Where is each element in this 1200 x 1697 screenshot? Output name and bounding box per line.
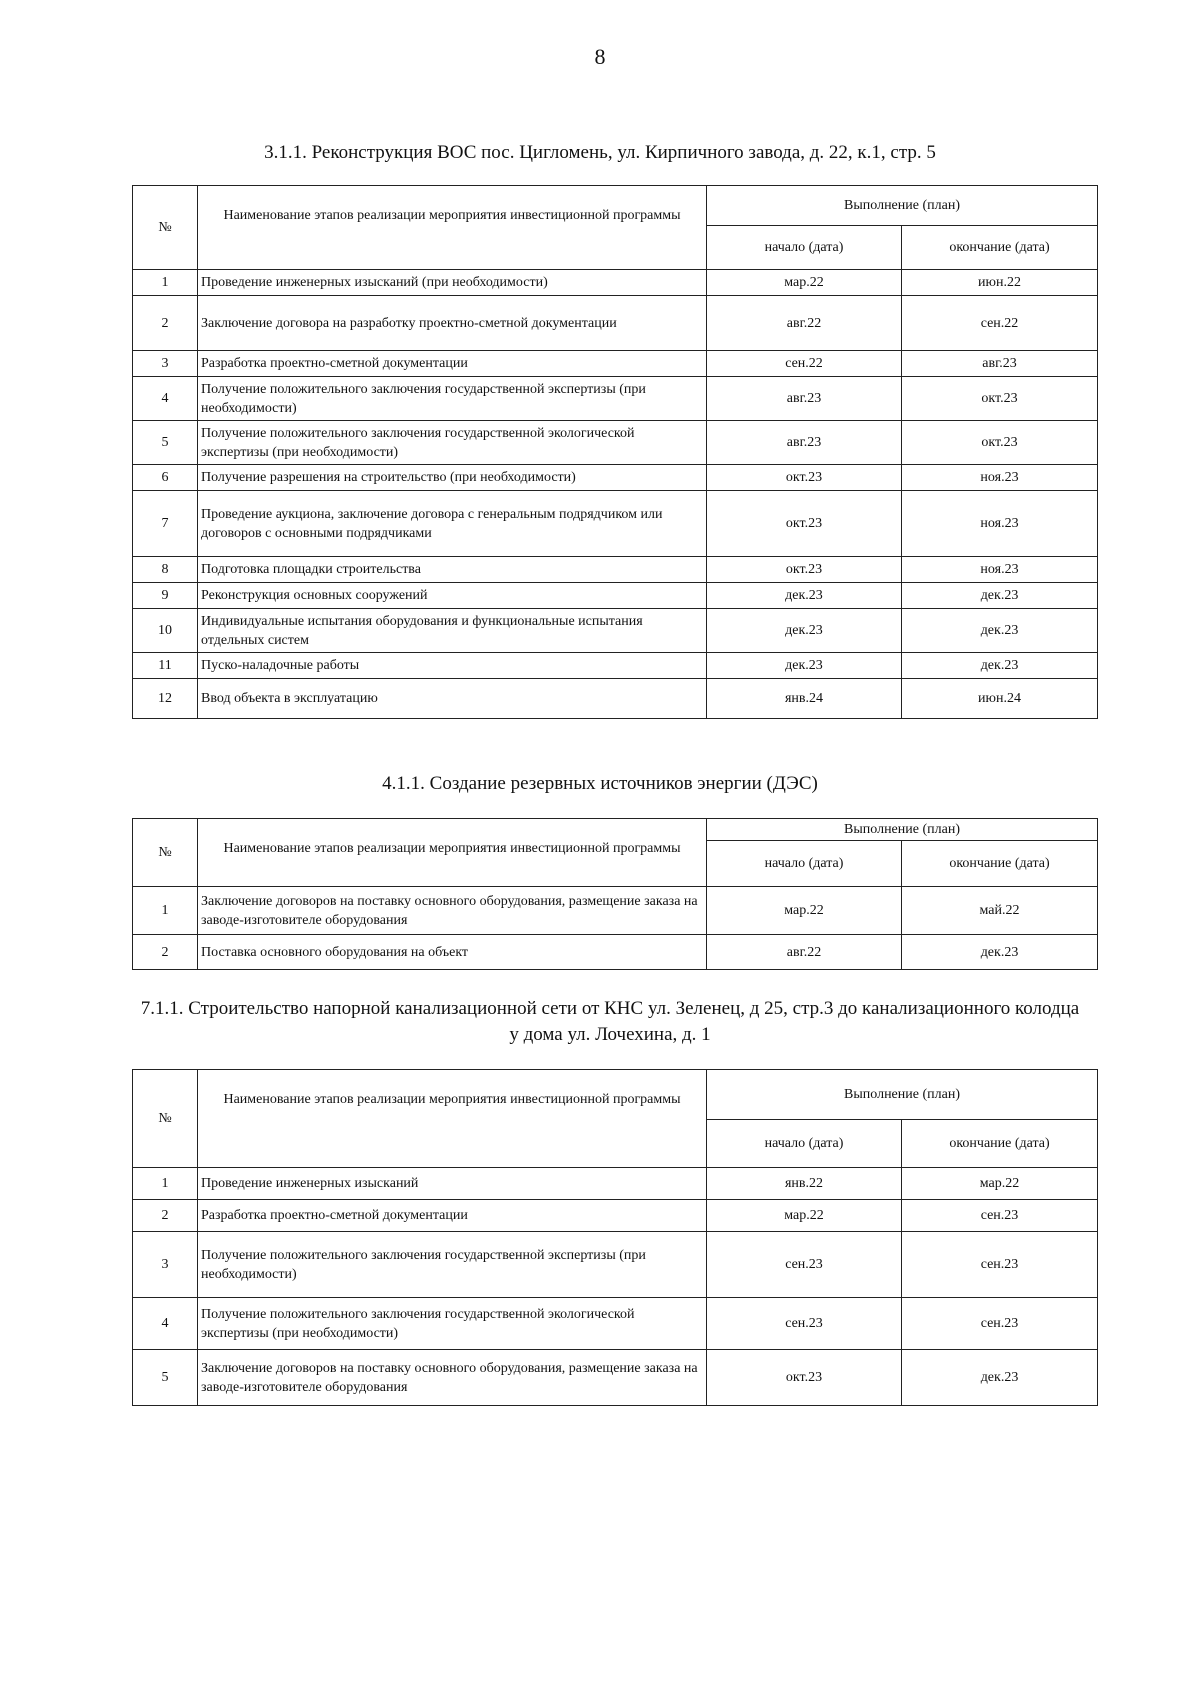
- row-number: 7: [133, 491, 198, 557]
- header-execution: Выполнение (план): [707, 1070, 1098, 1120]
- start-date: сен.23: [707, 1232, 902, 1298]
- row-number: 9: [133, 583, 198, 609]
- stage-name: Пуско-наладочные работы: [198, 653, 707, 679]
- start-date: сен.23: [707, 1298, 902, 1350]
- start-date: дек.23: [707, 583, 902, 609]
- start-date: янв.22: [707, 1168, 902, 1200]
- start-date: мар.22: [707, 1200, 902, 1232]
- start-date: мар.22: [707, 887, 902, 935]
- start-date: авг.22: [707, 296, 902, 351]
- row-number: 2: [133, 296, 198, 351]
- stage-name: Заключение договоров на поставку основного оборудования, размещение заказа на заводе-изготовителе оборудования: [198, 887, 707, 935]
- header-end: окончание (дата): [902, 1120, 1098, 1168]
- table-row: [133, 1232, 1098, 1298]
- table-row: [133, 1298, 1098, 1350]
- start-date: окт.23: [707, 1350, 902, 1406]
- row-number: 1: [133, 887, 198, 935]
- table-row: [133, 935, 1098, 970]
- stage-name: Проведение инженерных изысканий: [198, 1168, 707, 1200]
- table-row: [133, 296, 1098, 351]
- table-row: [133, 377, 1098, 421]
- end-date: сен.23: [902, 1232, 1098, 1298]
- end-date: ноя.23: [902, 465, 1098, 491]
- start-date: окт.23: [707, 465, 902, 491]
- table-row: [133, 557, 1098, 583]
- start-date: сен.22: [707, 351, 902, 377]
- end-date: июн.24: [902, 679, 1098, 719]
- header-start: начало (дата): [707, 226, 902, 270]
- end-date: дек.23: [902, 1350, 1098, 1406]
- end-date: май.22: [902, 887, 1098, 935]
- end-date: окт.23: [902, 377, 1098, 421]
- schedule-table: [132, 1069, 1098, 1406]
- table-header-row: [133, 186, 1098, 226]
- start-date: янв.24: [707, 679, 902, 719]
- section-title: 7.1.1. Строительство напорной канализационной сети от КНС ул. Зеленец, д 25, стр.3 до канализационного колодца у дома ул. Лочехина, д. 1: [140, 998, 1080, 1045]
- row-number: 10: [133, 609, 198, 653]
- stage-name: Реконструкция основных сооружений: [198, 583, 707, 609]
- table-header-row: [133, 1070, 1098, 1120]
- table-row: [133, 1350, 1098, 1406]
- end-date: июн.22: [902, 270, 1098, 296]
- row-number: 6: [133, 465, 198, 491]
- stage-name: Получение положительного заключения государственной экспертизы (при необходимости): [198, 377, 707, 421]
- page-number: 8: [594, 44, 606, 69]
- end-date: сен.22: [902, 296, 1098, 351]
- row-number: 5: [133, 1350, 198, 1406]
- end-date: сен.23: [902, 1298, 1098, 1350]
- header-end: окончание (дата): [902, 841, 1098, 887]
- table-header-row: [133, 819, 1098, 841]
- table-row: [133, 583, 1098, 609]
- table-row: [133, 609, 1098, 653]
- stage-name: Разработка проектно-сметной документации: [198, 1200, 707, 1232]
- header-name: Наименование этапов реализации мероприятия инвестиционной программы: [198, 1070, 707, 1168]
- table-row: [133, 465, 1098, 491]
- table-row: [133, 1168, 1098, 1200]
- header-num: №: [133, 819, 198, 887]
- start-date: мар.22: [707, 270, 902, 296]
- start-date: авг.22: [707, 935, 902, 970]
- stage-name: Проведение инженерных изысканий (при необходимости): [198, 270, 707, 296]
- stage-name: Проведение аукциона, заключение договора с генеральным подрядчиком или договоров с основными подрядчиками: [198, 491, 707, 557]
- stage-name: Поставка основного оборудования на объект: [198, 935, 707, 970]
- stage-name: Подготовка площадки строительства: [198, 557, 707, 583]
- stage-name: Заключение договора на разработку проектно-сметной документации: [198, 296, 707, 351]
- row-number: 3: [133, 1232, 198, 1298]
- start-date: окт.23: [707, 557, 902, 583]
- start-date: авг.23: [707, 421, 902, 465]
- stage-name: Получение положительного заключения государственной экологической экспертизы (при необходимости): [198, 421, 707, 465]
- row-number: 8: [133, 557, 198, 583]
- end-date: дек.23: [902, 583, 1098, 609]
- row-number: 3: [133, 351, 198, 377]
- schedule-table: [132, 818, 1098, 970]
- stage-name: Получение положительного заключения государственной экспертизы (при необходимости): [198, 1232, 707, 1298]
- table-row: [133, 679, 1098, 719]
- start-date: окт.23: [707, 491, 902, 557]
- section-title: 4.1.1. Создание резервных источников энергии (ДЭС): [382, 773, 818, 794]
- table-row: [133, 421, 1098, 465]
- row-number: 1: [133, 270, 198, 296]
- header-name: Наименование этапов реализации мероприятия инвестиционной программы: [198, 819, 707, 887]
- table-row: [133, 1200, 1098, 1232]
- row-number: 2: [133, 1200, 198, 1232]
- table-row: [133, 491, 1098, 557]
- end-date: окт.23: [902, 421, 1098, 465]
- start-date: дек.23: [707, 609, 902, 653]
- row-number: 5: [133, 421, 198, 465]
- stage-name: Заключение договоров на поставку основного оборудования, размещение заказа на заводе-изготовителе оборудования: [198, 1350, 707, 1406]
- end-date: дек.23: [902, 935, 1098, 970]
- end-date: дек.23: [902, 609, 1098, 653]
- row-number: 12: [133, 679, 198, 719]
- header-start: начало (дата): [707, 841, 902, 887]
- schedule-table: [132, 185, 1098, 719]
- row-number: 4: [133, 1298, 198, 1350]
- stage-name: Получение положительного заключения государственной экологической экспертизы (при необходимости): [198, 1298, 707, 1350]
- end-date: авг.23: [902, 351, 1098, 377]
- row-number: 4: [133, 377, 198, 421]
- end-date: ноя.23: [902, 557, 1098, 583]
- row-number: 1: [133, 1168, 198, 1200]
- stage-name: Разработка проектно-сметной документации: [198, 351, 707, 377]
- table-row: [133, 270, 1098, 296]
- end-date: сен.23: [902, 1200, 1098, 1232]
- section-title: 3.1.1. Реконструкция ВОС пос. Цигломень, ул. Кирпичного завода, д. 22, к.1, стр. 5: [264, 142, 936, 163]
- table-row: [133, 653, 1098, 679]
- start-date: авг.23: [707, 377, 902, 421]
- row-number: 11: [133, 653, 198, 679]
- end-date: мар.22: [902, 1168, 1098, 1200]
- table-row: [133, 887, 1098, 935]
- header-name: Наименование этапов реализации мероприятия инвестиционной программы: [198, 186, 707, 270]
- header-end: окончание (дата): [902, 226, 1098, 270]
- stage-name: Ввод объекта в эксплуатацию: [198, 679, 707, 719]
- table-row: [133, 351, 1098, 377]
- stage-name: Получение разрешения на строительство (при необходимости): [198, 465, 707, 491]
- row-number: 2: [133, 935, 198, 970]
- stage-name: Индивидуальные испытания оборудования и функциональные испытания отдельных систем: [198, 609, 707, 653]
- end-date: дек.23: [902, 653, 1098, 679]
- header-execution: Выполнение (план): [707, 819, 1098, 841]
- end-date: ноя.23: [902, 491, 1098, 557]
- header-num: №: [133, 186, 198, 270]
- header-start: начало (дата): [707, 1120, 902, 1168]
- header-num: №: [133, 1070, 198, 1168]
- start-date: дек.23: [707, 653, 902, 679]
- header-execution: Выполнение (план): [707, 186, 1098, 226]
